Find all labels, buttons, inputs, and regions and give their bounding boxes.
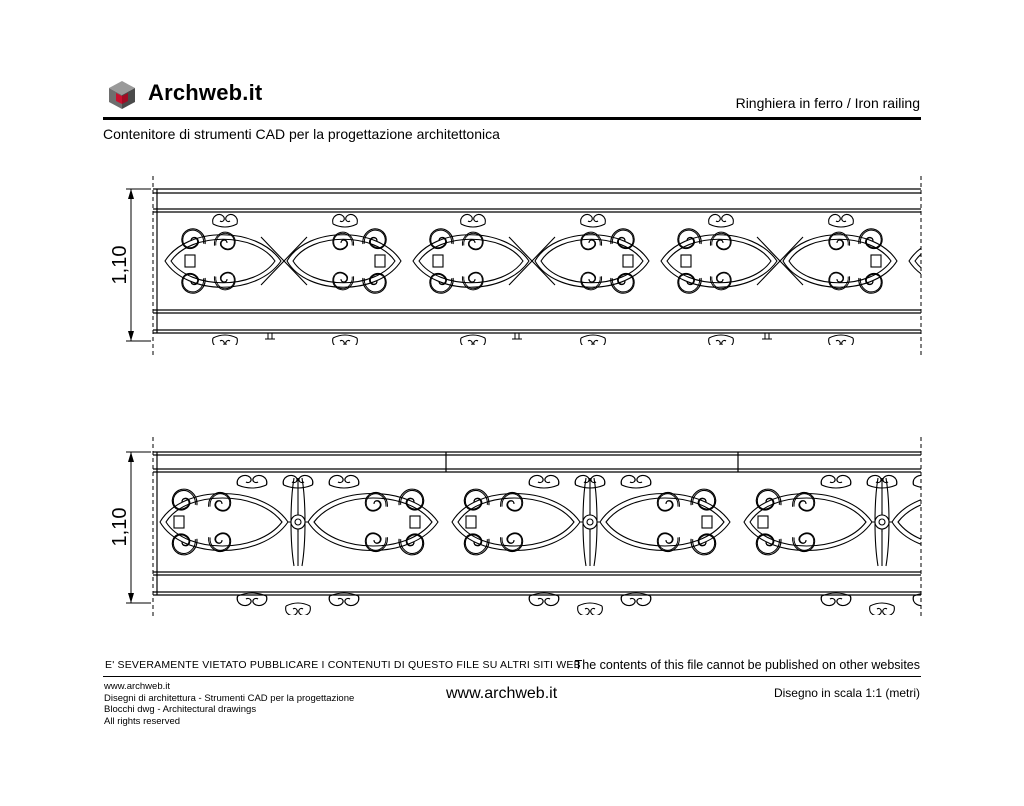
height-label-2: 1,10 xyxy=(109,507,131,547)
footer-info-line: Blocchi dwg - Architectural drawings xyxy=(104,704,257,716)
footer-info-line: Disegni di architettura - Strumenti CAD per la progettazione xyxy=(104,692,355,704)
tagline: Contenitore di strumenti CAD per la progettazione architettonica xyxy=(103,126,500,142)
warning-english: The contents of this file cannot be published on other websites xyxy=(574,658,920,672)
drawing-title: Ringhiera in ferro / Iron railing xyxy=(735,95,920,111)
footer-info-line: All rights reserved xyxy=(104,715,181,727)
footer-divider xyxy=(103,676,921,677)
footer-url: www.archweb.it xyxy=(446,685,558,702)
scale-note: Disegno in scala 1:1 (metri) xyxy=(773,686,920,700)
footer-info xyxy=(104,681,354,727)
brand-name: Archweb.it xyxy=(148,80,263,105)
footer-info-line: www.archweb.it xyxy=(104,681,170,692)
railing-type-2 xyxy=(109,437,1022,618)
height-label-1: 1,10 xyxy=(109,245,131,285)
railing-type-1 xyxy=(109,176,1024,356)
warning-italian: E' SEVERAMENTE VIETATO PUBBLICARE I CONTENUTI DI QUESTO FILE SU ALTRI SITI WEB xyxy=(105,659,581,671)
